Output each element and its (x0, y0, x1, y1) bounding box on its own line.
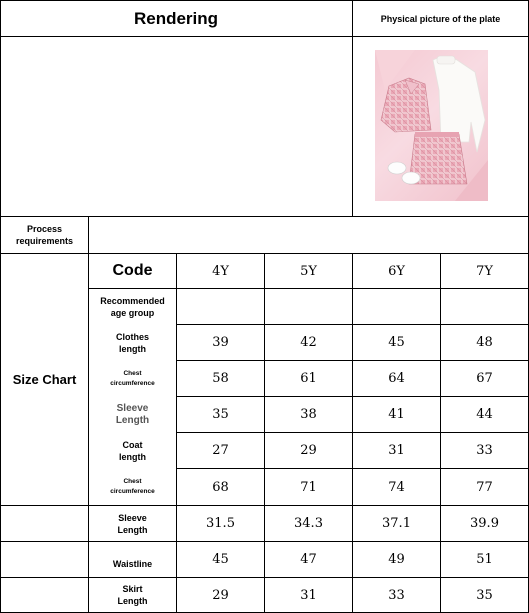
label-line: circumference (110, 488, 155, 495)
cell-chest-coat-4y: 68 (212, 479, 229, 495)
cell-sleeve-top-5y: 38 (300, 407, 317, 422)
grid-line (0, 36, 529, 37)
cell-age-6y (353, 289, 440, 324)
cell-chest-coat-6y: 74 (388, 479, 405, 495)
cell-clothes-length-6y: 45 (388, 335, 405, 350)
cell-clothes-length-4y: 39 (212, 335, 229, 350)
label-line: Sleeve (116, 402, 149, 414)
label-line: circumference (110, 379, 155, 387)
cell-sleeve-top-4y: 35 (212, 407, 229, 422)
cell-skirt-length-5y: 31 (300, 587, 317, 603)
code-label: Code (112, 262, 153, 279)
cell-age-4y (177, 289, 264, 324)
label-line: Chest (123, 478, 142, 485)
cell-chest-top-5y: 61 (300, 371, 317, 386)
cell-chest-coat-7y: 77 (476, 479, 493, 495)
label-line: Recommended (100, 295, 165, 306)
label-line: length (119, 451, 146, 462)
row-label-waistline: Waistline (112, 558, 153, 569)
cell-waistline-4y: 45 (212, 552, 229, 567)
cell-chest-coat-5y: 71 (300, 479, 317, 495)
label-line: Skirt (122, 584, 143, 594)
process-requirements-label (1, 217, 88, 253)
cell-chest-top-6y: 64 (388, 371, 405, 386)
size-chart-label: Size Chart (12, 372, 77, 387)
cell-skirt-length-4y: 29 (212, 587, 229, 603)
cell-skirt-length-6y: 33 (388, 587, 405, 603)
row-label-sleeve-length-top (89, 397, 176, 432)
label-line: Sleeve (118, 512, 147, 523)
cell-chest-top-7y: 67 (476, 371, 493, 386)
cell-age-7y (441, 289, 528, 324)
row-label-chest-circumference-coat (89, 469, 176, 505)
cell-clothes-length-5y: 42 (300, 335, 317, 350)
size-header-6y: 6Y (388, 263, 405, 279)
label-line: Length (115, 414, 150, 426)
physical-picture-title: Physical picture of the plate (380, 13, 501, 24)
label-line: Chest (123, 369, 142, 377)
label-line: Clothes (115, 331, 149, 342)
row-label-coat-length (89, 433, 176, 468)
label-line: Length (117, 596, 148, 606)
row-label-sleeve-length-coat (89, 506, 176, 541)
cell-waistline-7y: 51 (476, 552, 493, 567)
row-label-chest-circumference-top (89, 361, 176, 396)
cell-sleeve-top-6y: 41 (388, 407, 405, 422)
cell-age-5y (265, 289, 352, 324)
cell-waistline-6y: 49 (388, 552, 405, 567)
outfit-illustration (375, 50, 488, 201)
label-line: length (119, 343, 146, 354)
cell-skirt-length-7y: 35 (476, 587, 493, 603)
cell-coat-length-6y: 31 (388, 443, 405, 458)
cell-coat-length-5y: 29 (300, 443, 317, 458)
cell-sleeve-coat-6y: 37.1 (382, 516, 411, 531)
label-line: age group (110, 307, 155, 318)
process-label-line: requirements (15, 236, 74, 246)
label-line: Length (117, 524, 148, 535)
row-label-recommended-age-group (89, 289, 176, 324)
row-label-clothes-length (89, 325, 176, 360)
cell-clothes-length-7y: 48 (476, 335, 493, 350)
cell-sleeve-coat-7y: 39.9 (470, 516, 499, 531)
cell-coat-length-4y: 27 (212, 443, 229, 458)
size-header-7y: 7Y (476, 263, 493, 279)
cell-coat-length-7y: 33 (476, 443, 493, 458)
cell-sleeve-top-7y: 44 (476, 407, 493, 422)
product-photo (375, 50, 488, 201)
cell-sleeve-coat-4y: 31.5 (206, 516, 235, 531)
cell-sleeve-coat-5y: 34.3 (294, 516, 323, 531)
size-header-5y: 5Y (300, 263, 317, 279)
label-line: Coat (122, 439, 143, 450)
size-header-4y: 4Y (212, 263, 229, 279)
row-label-skirt-length (89, 578, 176, 612)
rendering-title: Rendering (133, 8, 219, 28)
cell-chest-top-4y: 58 (212, 371, 229, 386)
cell-waistline-5y: 47 (300, 552, 317, 567)
process-label-line: Process (26, 224, 63, 234)
